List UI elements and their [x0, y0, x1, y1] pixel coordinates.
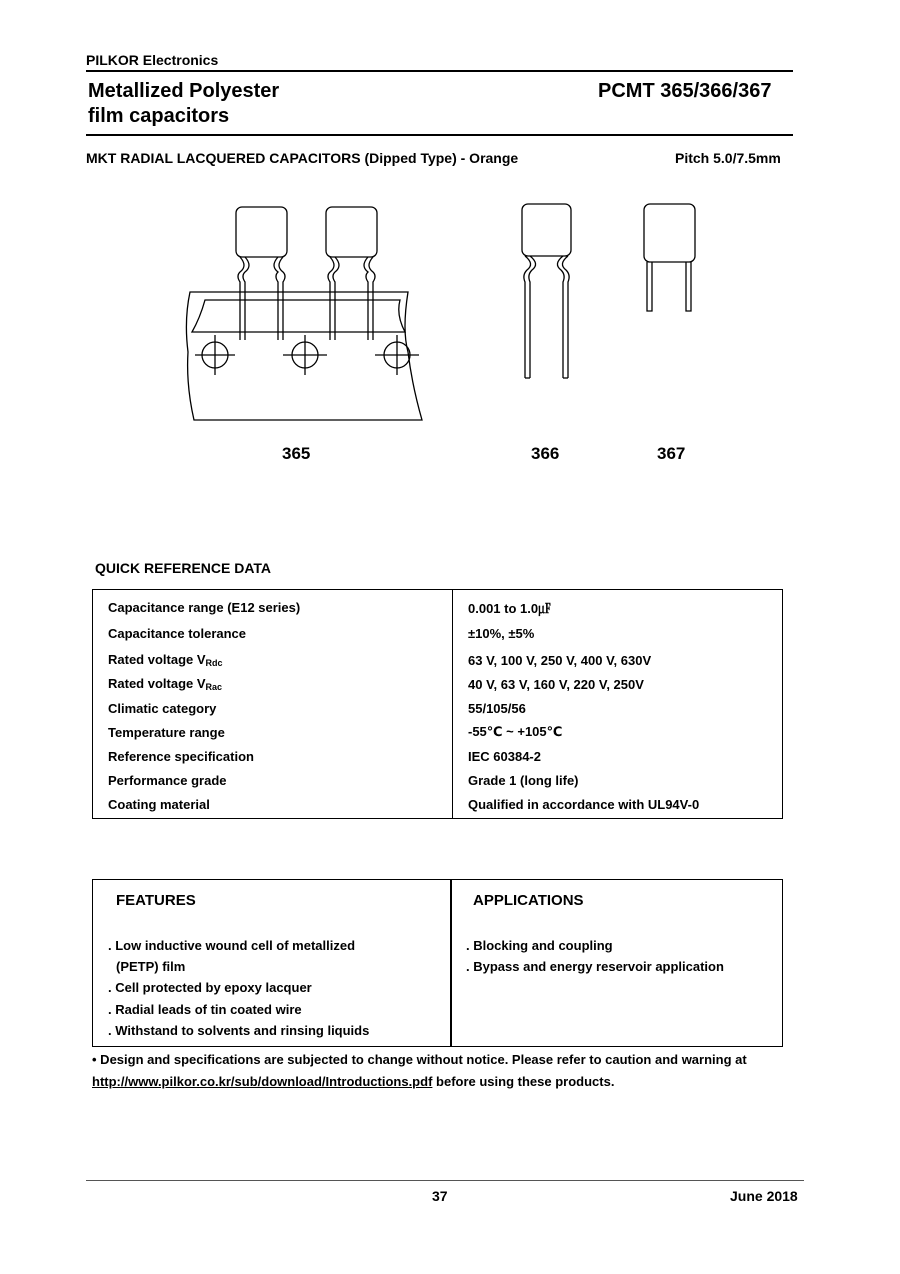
quick-reference-heading: QUICK REFERENCE DATA — [95, 560, 272, 576]
features-list — [108, 935, 369, 1041]
spec-value: IEC 60384-2 — [468, 748, 541, 764]
title-line-1: Metallized Polyester — [88, 80, 280, 102]
list-item: . Bypass and energy reservoir application — [466, 959, 724, 975]
spec-value: Qualified in accordance with UL94V-0 — [468, 796, 700, 812]
table-row — [93, 792, 783, 819]
title-line-2: film capacitors — [88, 105, 230, 127]
model-label-365: 365 — [282, 444, 311, 463]
spec-value: ±10%, ±5% — [468, 625, 535, 641]
page-number: 37 — [432, 1188, 448, 1204]
applications-list — [466, 935, 724, 977]
table-row — [93, 720, 783, 744]
spec-label: Capacitance range (E12 series) — [93, 590, 453, 619]
capacitor-366-drawing — [522, 204, 571, 378]
spec-label: Performance grade — [93, 768, 453, 792]
product-subtitle: MKT RADIAL LACQUERED CAPACITORS (Dipped Type) - Orange — [86, 150, 519, 166]
model-label-367: 367 — [657, 444, 686, 463]
capacitor-367-drawing — [644, 204, 695, 311]
model-label-366: 366 — [531, 444, 560, 463]
spec-label: Capacitance tolerance — [93, 618, 453, 648]
list-item: . Low inductive wound cell of metallized — [108, 938, 356, 953]
spec-label: Rated voltage $V_{Rac}$ — [93, 672, 453, 696]
list-item: . Withstand to solvents and rinsing liquids — [108, 1022, 370, 1038]
spec-value: 63 V, 100 V, 250 V, 400 V, 630V — [468, 652, 652, 668]
list-item: . Blocking and coupling — [466, 938, 613, 953]
label-subscript: Rac — [205, 682, 223, 692]
list-item: (PETP) film — [116, 959, 186, 975]
column-divider — [450, 880, 452, 1046]
footer-rule — [86, 1180, 804, 1181]
table-row — [93, 744, 783, 768]
disclaimer-note: • Design and specifications are subjected to change without notice. Please refer to caution and warning at http://www.pilkor.co.kr/sub/download/Introductions.pdf before using these products. — [92, 1052, 747, 1089]
spec-label: Rated voltage $V_{Rdc}$ — [93, 648, 453, 672]
pitch-spec: Pitch 5.0/7.5mm — [675, 150, 781, 166]
table-row — [93, 590, 783, 619]
spec-label: Temperature range — [93, 720, 453, 744]
list-item: . Cell protected by epoxy lacquer — [108, 980, 312, 996]
spec-value: -55℃ ~ +105℃ — [468, 724, 563, 739]
list-item: . Radial leads of tin coated wire — [108, 1001, 302, 1017]
spec-value: Grade 1 (long life) — [468, 772, 579, 788]
table-row — [93, 648, 783, 672]
spec-value: 55/105/56 — [468, 700, 526, 716]
spec-label: Climatic category — [93, 696, 453, 720]
introductions-pdf-link[interactable]: http://www.pilkor.co.kr/sub/download/Introductions.pdf — [92, 1074, 433, 1089]
table-row — [93, 696, 783, 720]
company-name: PILKOR Electronics — [86, 52, 219, 68]
publication-date: June 2018 — [730, 1188, 798, 1204]
features-heading: FEATURES — [116, 892, 196, 909]
features-applications-box — [92, 879, 783, 1047]
bullet: • — [92, 1052, 97, 1067]
spec-label: Coating material — [93, 792, 453, 819]
table-row — [93, 672, 783, 696]
table-row — [93, 618, 783, 648]
spec-label: Reference specification — [93, 744, 453, 768]
part-numbers: PCMT 365/366/367 — [598, 80, 772, 102]
quick-reference-table — [92, 589, 783, 819]
table-row — [93, 768, 783, 792]
applications-heading: APPLICATIONS — [473, 892, 584, 909]
capacitor-365-drawing — [186, 207, 422, 420]
capacitor-drawings — [0, 0, 900, 440]
spec-value: 40 V, 63 V, 160 V, 220 V, 250V — [468, 676, 644, 692]
spec-value: 0.001 to 1.0㎌ — [468, 600, 552, 616]
label-subscript: Rdc — [205, 658, 223, 668]
